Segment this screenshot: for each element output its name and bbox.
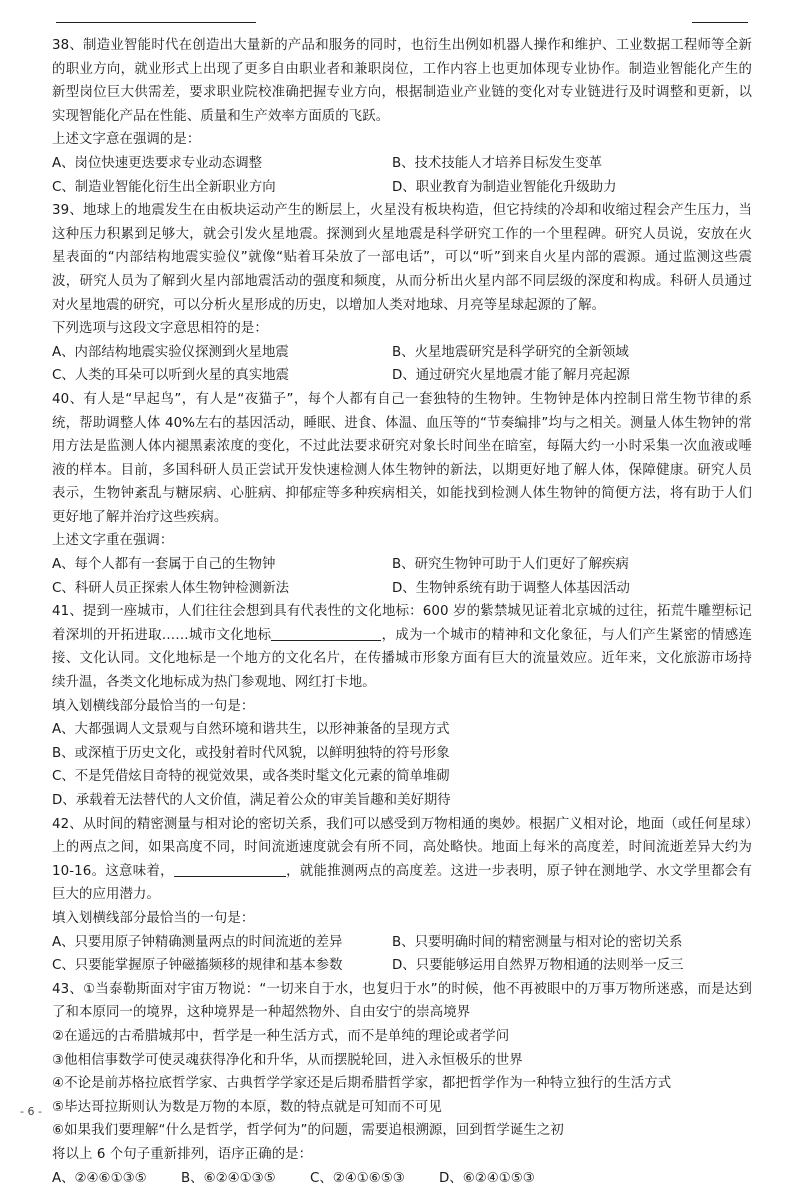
q38-option-c[interactable]: C、制造业智能化衍生出全新职业方向: [52, 176, 392, 200]
q39-option-a[interactable]: A、内部结构地震实验仪探测到火星地震: [52, 341, 392, 365]
header-rule-left: [56, 22, 256, 23]
q40-option-b[interactable]: B、研究生物钟可助于人们更好了解疾病: [392, 553, 732, 577]
q38-option-a[interactable]: A、岗位快速更迭要求专业动态调整: [52, 152, 392, 176]
q41-question: 填入划横线部分最恰当的一句是：: [52, 695, 752, 719]
q43-option-a[interactable]: A、②④⑥①③⑤: [52, 1167, 181, 1190]
q38-options: [52, 152, 752, 199]
q43-options: [52, 1167, 752, 1190]
q39-options: [52, 341, 752, 388]
q43-sentence-6: ⑥如果我们要理解“什么是哲学，哲学何为”的问题，需要追根溯源，回到哲学诞生之初: [52, 1119, 752, 1143]
q39-question: 下列选项与这段文字意思相符的是：: [52, 317, 752, 341]
q43-question: 将以上 6 个句子重新排列，语序正确的是：: [52, 1143, 752, 1167]
header-rule-right: [692, 22, 748, 23]
q41-option-b[interactable]: B、或深植于历史文化，或投射着时代风貌，以鲜明独特的符号形象: [52, 742, 752, 766]
q38-option-d[interactable]: D、职业教育为制造业智能化升级助力: [392, 176, 732, 200]
q41-option-d[interactable]: D、承载着无法替代的人文价值，满足着公众的审美旨趣和美好期待: [52, 789, 752, 813]
q40-option-d[interactable]: D、生物钟系统有助于调整人体基因活动: [392, 577, 732, 601]
q42-options: [52, 931, 752, 978]
q43-option-d[interactable]: D、⑥②④①⑤③: [439, 1167, 568, 1190]
q42-stem-before: 42、从时间的精密测量与相对论的密切关系，我们可以感受到万物相通的奥妙。根据广义相对论，地面（或任何星球）上的两点之间，如果高度不同，时间流逝速度就会有所不同，高处略快。地面上每米的高度差，时间流逝差异大约为 10-16。这意味着，: [52, 817, 752, 879]
q43-sentence-2: ②在遥远的古希腊城邦中，哲学是一种生活方式，而不是单纯的理论或者学问: [52, 1025, 752, 1049]
q41-options: [52, 718, 752, 812]
q40-options: [52, 553, 752, 600]
q41-stem: [52, 600, 752, 694]
q42-blank[interactable]: [174, 862, 286, 877]
q42-option-d[interactable]: D、只要能够运用自然界万物相通的法则举一反三: [392, 954, 732, 978]
q38-option-b[interactable]: B、技术技能人才培养目标发生变革: [392, 152, 732, 176]
q43-sentence-3: ③他相信事数学可使灵魂获得净化和升华，从而摆脱轮回，进入永恒极乐的世界: [52, 1049, 752, 1073]
exam-page: [52, 34, 752, 1190]
q40-question: 上述文字重在强调：: [52, 529, 752, 553]
q42-option-c[interactable]: C、只要能掌握原子钟磁搐频移的规律和基本参数: [52, 954, 392, 978]
q40-option-a[interactable]: A、每个人都有一套属于自己的生物钟: [52, 553, 392, 577]
q41-stem-after: ，成为一个城市的精神和文化象征，与人们产生紧密的情感连接、文化认同。文化地标是一个地方的文化名片，在传播城市形象方面有巨大的流量效应。近年来，文化旅游市场持续升温，各类文化地标成为热门参观地、网红打卡地。: [52, 628, 752, 690]
q41-option-c[interactable]: C、不是凭借炫目奇特的视觉效果，或各类时髦文化元素的简单堆砌: [52, 765, 752, 789]
page-number: - 6 -: [20, 1105, 42, 1118]
q42-stem-after: ，就能推测两点的高度差。这进一步表明，原子钟在测地学、水文学里都会有巨大的应用潜力。: [52, 864, 752, 903]
q38-stem: 38、制造业智能时代在创造出大量新的产品和服务的同时，也衍生出例如机器人操作和维护、工业数据工程师等全新的职业方向，就业形式上出现了更多自由职业者和兼职岗位，工作内容上也更加体现专业协作。制造业智能化产生的新型岗位巨大供需差，要求职业院校准确把握专业方向，根据制造业产业链的变化对专业链进行及时调整和更新，以实现智能化产品在性能、质量和生产效率方面质的飞跃。: [52, 34, 752, 128]
q42-stem: [52, 813, 752, 907]
q39-option-c[interactable]: C、人类的耳朵可以听到火星的真实地震: [52, 364, 392, 388]
q43-option-b[interactable]: B、⑥②④①③⑤: [181, 1167, 310, 1190]
q40-stem: 40、有人是“早起鸟”，有人是“夜猫子”，每个人都有自己一套独特的生物钟。生物钟是体内控制日常生物节律的系统，帮助调整人体 40%左右的基因活动，睡眠、进食、体温、血压等的“节奏编排”均与之相关。测量人体生物钟的常用方法是监测人体内褪黑素浓度的变化，不过此法要求研究对象长时间坐在暗室，每隔大约一小时采集一次血液或唾液的样本。目前，多国科研人员正尝试开发快速检测人体生物钟的新法，以期更好地了解人体，保障健康。研究人员表示，生物钟紊乱与糖尿病、心脏病、抑郁症等多种疾病相关，如能找到检测人体生物钟的简便方法，将有助于人们更好地了解并治疗这些疾病。: [52, 388, 752, 530]
q39-option-d[interactable]: D、通过研究火星地震才能了解月亮起源: [392, 364, 732, 388]
q43-option-c[interactable]: C、②④①⑥⑤③: [310, 1167, 439, 1190]
q43-stem: 43、①当泰勒斯面对宇宙万物说：“一切来自于水，也复归于水”的时候，他不再被眼中的万事万物所迷惑，而是达到了和本原同一的境界，这种境界是一种超然物外、自由安宁的崇高境界: [52, 978, 752, 1025]
q40-option-c[interactable]: C、科研人员正探索人体生物钟检测新法: [52, 577, 392, 601]
q42-option-a[interactable]: A、只要用原子钟精确测量两点的时间流逝的差异: [52, 931, 392, 955]
q41-option-a[interactable]: A、大都强调人文景观与自然环境和谐共生，以形神兼备的呈现方式: [52, 718, 752, 742]
q41-stem-before: 41、提到一座城市，人们往往会想到具有代表性的文化地标：600 岁的紫禁城见证着北京城的过往，拓荒牛雕塑标记着深圳的开拓进取……城市文化地标: [52, 604, 752, 643]
q41-blank[interactable]: [271, 626, 381, 641]
q39-option-b[interactable]: B、火星地震研究是科学研究的全新领域: [392, 341, 732, 365]
q42-option-b[interactable]: B、只要明确时间的精密测量与相对论的密切关系: [392, 931, 732, 955]
q38-question: 上述文字意在强调的是：: [52, 128, 752, 152]
q43-sentence-5: ⑤毕达哥拉斯则认为数是万物的本原，数的特点就是可知而不可见: [52, 1096, 752, 1120]
q43-sentence-4: ④不论是前苏格拉底哲学家、古典哲学学家还是后期希腊哲学家，都把哲学作为一种特立独行的生活方式: [52, 1072, 752, 1096]
q42-question: 填入划横线部分最恰当的一句是：: [52, 907, 752, 931]
q39-stem: 39、地球上的地震发生在由板块运动产生的断层上，火星没有板块构造，但它持续的冷却和收缩过程会产生压力，当这种压力积累到足够大，就会引发火星地震。探测到火星地震是科学研究工作的一个里程碑。研究人员说，安放在火星表面的“内部结构地震实验仪”就像“贴着耳朵放了一部电话”，可以“听”到来自火星内部的震源。通过监测这些震波，研究人员为了解到火星内部地震活动的强度和频度，从而分析出火星内部不同层级的深度和构成。科研人员通过对火星地震的研究，可以分析火星形成的历史，以增加人类对地球、月亮等星球起源的了解。: [52, 199, 752, 317]
